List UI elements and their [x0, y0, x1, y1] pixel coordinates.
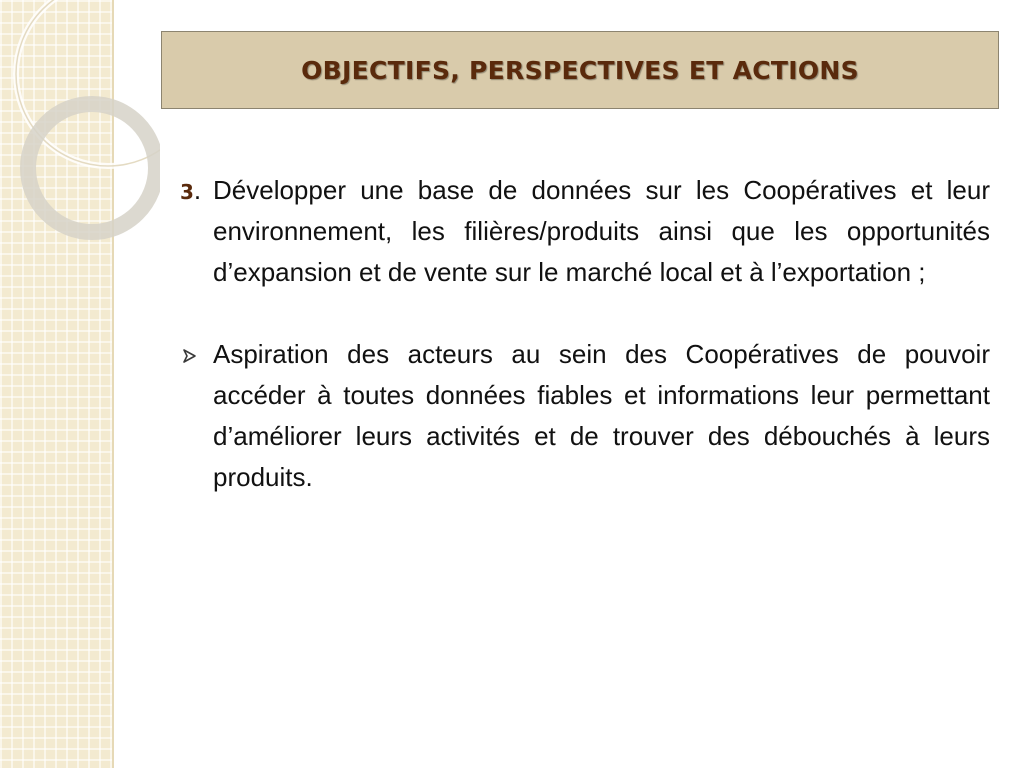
item-number-marker [180, 170, 201, 213]
list-item-text: Aspiration des acteurs au sein des Coopératives de pouvoir accéder à toutes données fiables et informations leur permettant d’améliorer leurs activités et de trouver des débouchés à leurs produits. [213, 339, 990, 492]
item-number-suffix: . [193, 175, 202, 205]
slide-body [178, 170, 990, 498]
decorative-side-panel [0, 0, 114, 768]
item-number: 3 [180, 180, 194, 204]
list-item-numbered [178, 170, 990, 293]
slide-title: OBJECTIFS, PERSPECTIVES ET ACTIONS [301, 55, 859, 85]
list-item-bullet [178, 334, 990, 498]
title-box [161, 31, 999, 109]
arrow-bullet-icon [182, 348, 198, 364]
list-item-text: Développer une base de données sur les Coopératives et leur environnement, les filières/produits ainsi que les opportunités d’expansion et de vente sur le marché local et à l’exportation ; [213, 175, 990, 287]
